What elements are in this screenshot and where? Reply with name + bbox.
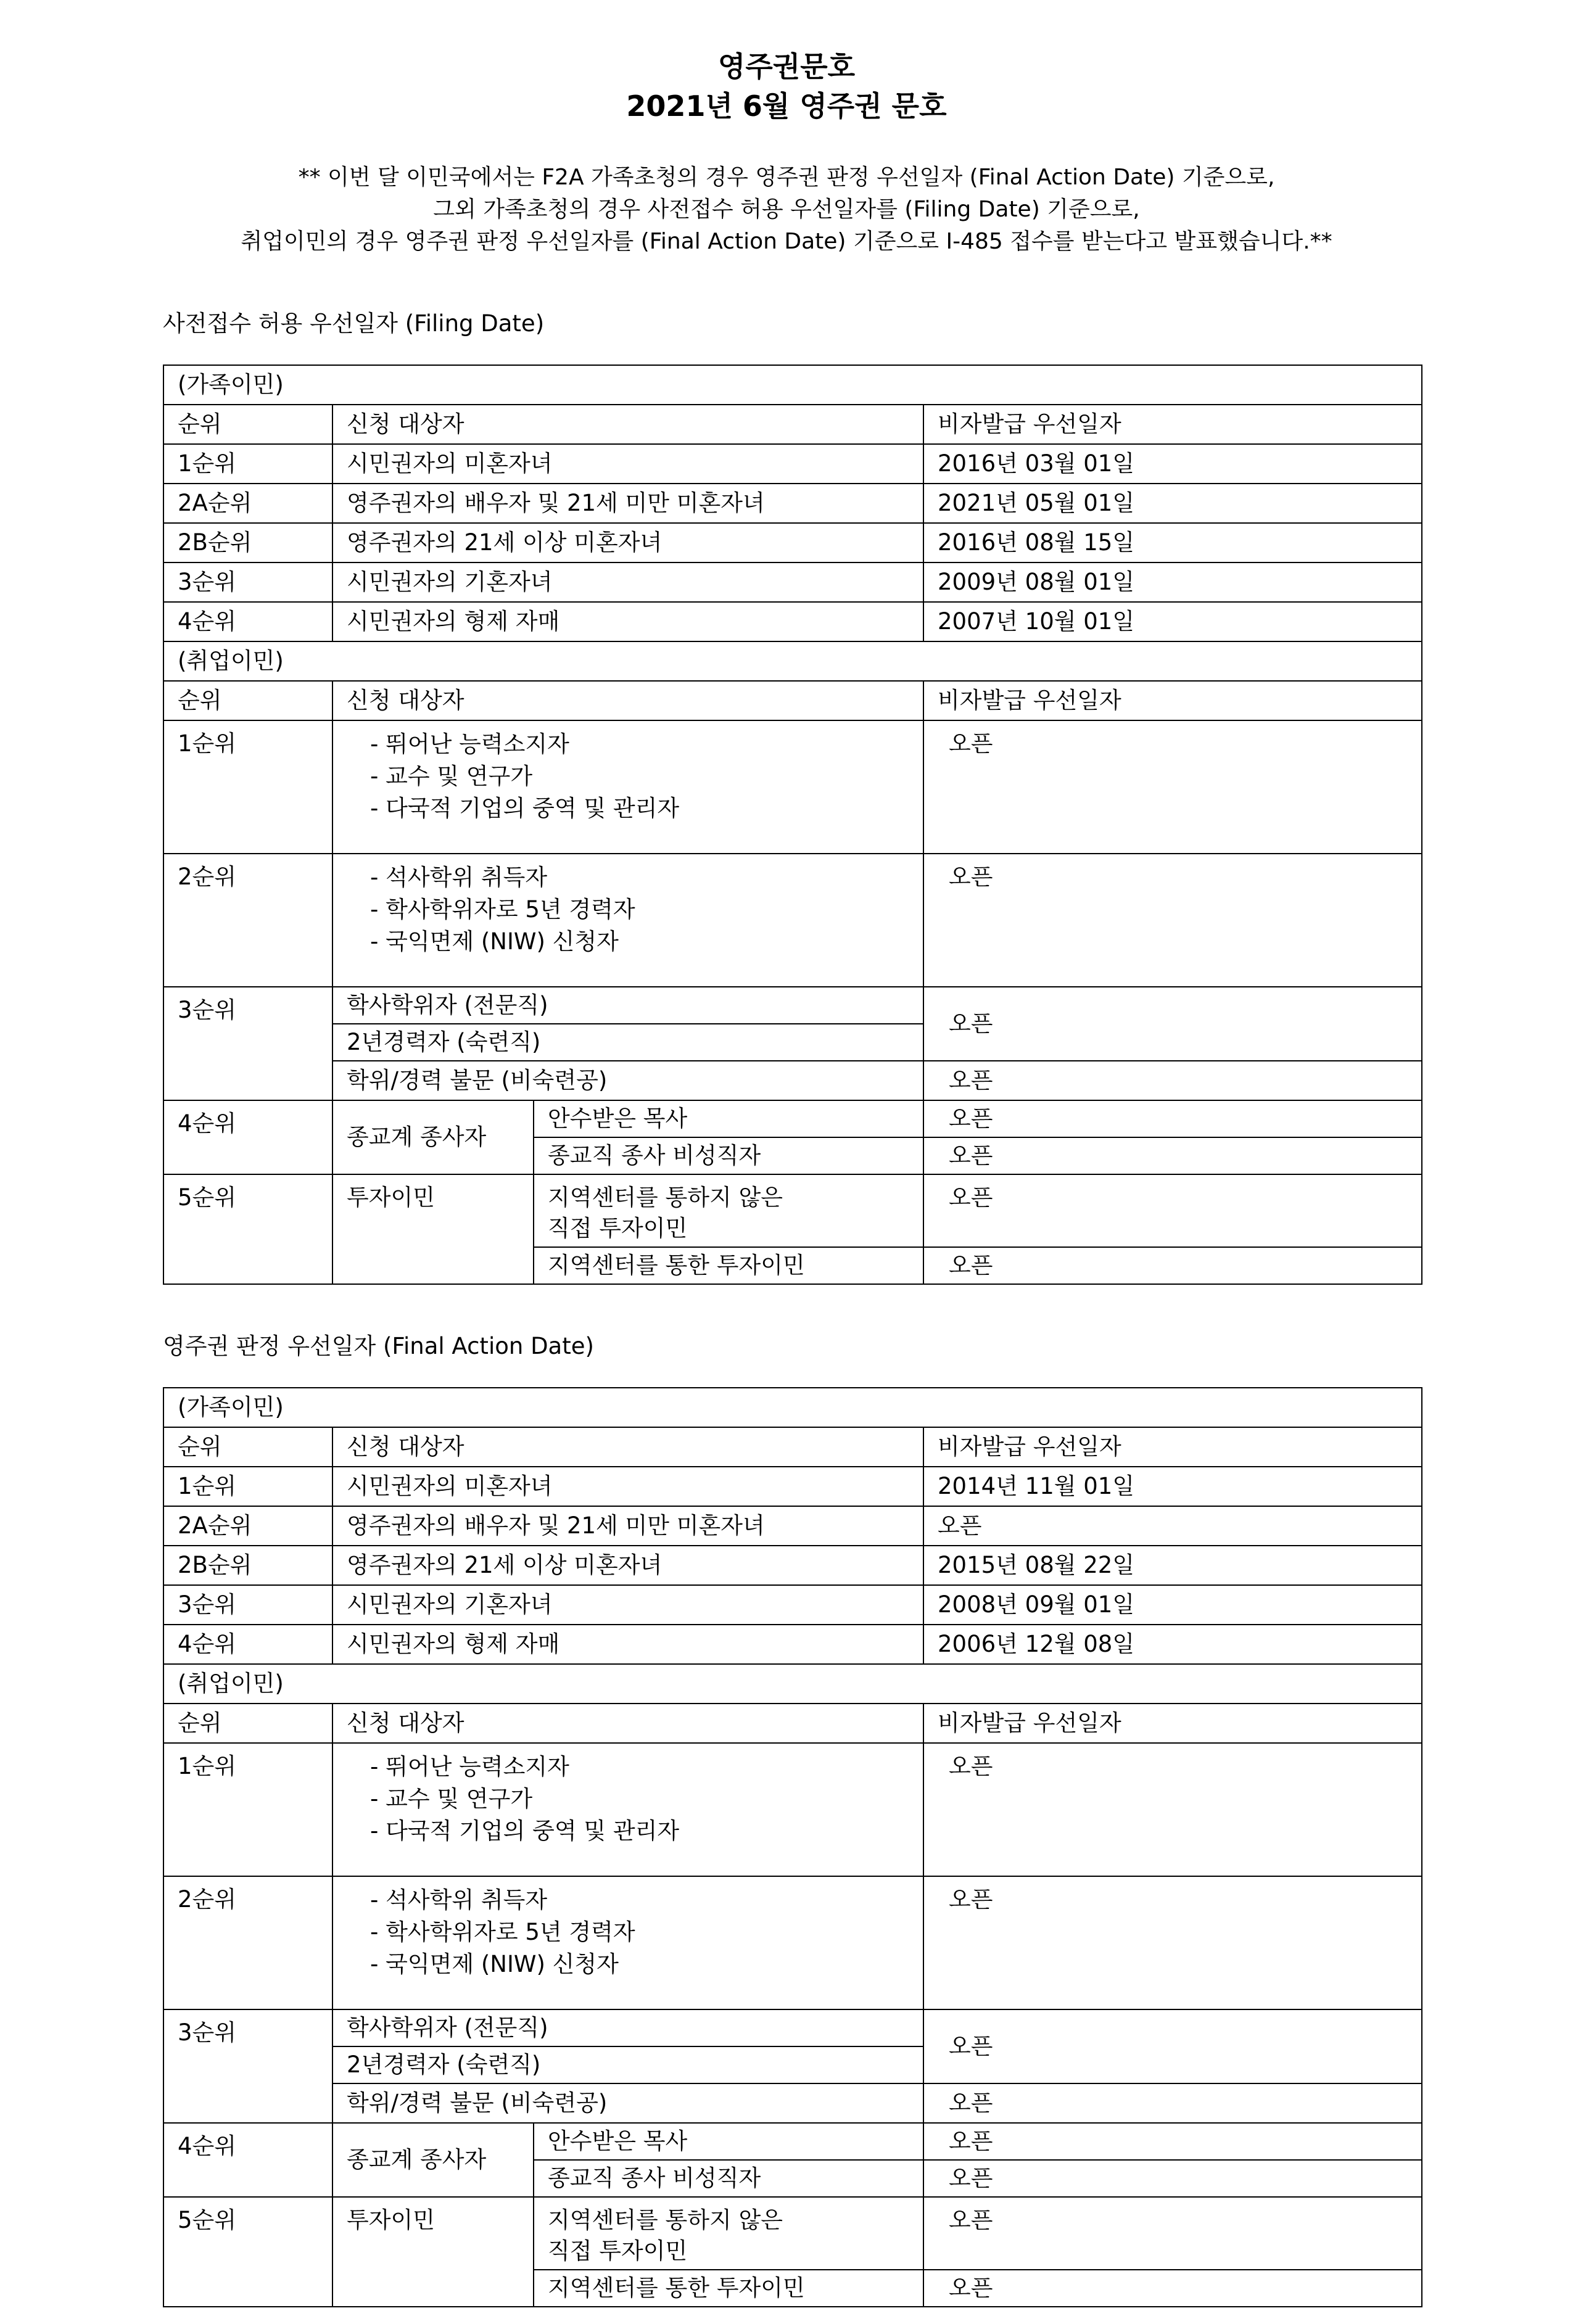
table-row	[163, 854, 1422, 987]
emp-applicant: 학위/경력 불문 (비숙련공)	[332, 1061, 923, 1100]
emp-date: 오픈	[923, 2009, 1422, 2083]
list-item: - 교수 및 연구가	[370, 760, 909, 793]
family-date: 2021년 05월 01일	[923, 484, 1422, 523]
family-applicant: 시민권자의 형제 자매	[332, 1625, 923, 1664]
table-row	[163, 1100, 1422, 1137]
list-item: - 석사학위 취득자	[370, 862, 909, 894]
filing-visa-table	[163, 365, 1422, 1285]
final-visa-table	[163, 1387, 1422, 2307]
notice-line-3: 취업이민의 경우 영주권 판정 우선일자를 (Final Action Date) 기준으로 I-485 접수를 받는다고 발표했습니다.**	[241, 229, 1332, 254]
emp-date: 오픈	[923, 1061, 1422, 1100]
emp-rank: 1순위	[163, 1743, 332, 1876]
emp-date: 오픈	[923, 1743, 1422, 1876]
family-date: 2006년 12월 08일	[923, 1625, 1422, 1664]
list-item: - 뛰어난 능력소지자	[370, 728, 909, 760]
emp-date: 오픈	[923, 2197, 1422, 2270]
applicant-line: 지역센터를 통하지 않은	[548, 2207, 783, 2233]
notice-line-2: 그외 가족초청의 경우 사전접수 허용 우선일자를 (Filing Date) 기준으로,	[433, 197, 1140, 222]
family-section-label: (가족이민)	[163, 365, 1422, 405]
family-date: 2007년 10월 01일	[923, 602, 1422, 641]
family-applicant: 영주권자의 21세 이상 미혼자녀	[332, 1546, 923, 1585]
emp-rank: 5순위	[163, 1174, 332, 1284]
applicant-line: 직접 투자이민	[548, 2238, 688, 2264]
family-rank: 1순위	[163, 444, 332, 484]
list-item: - 교수 및 연구가	[370, 1783, 909, 1815]
employment-section-label: (취업이민)	[163, 1664, 1422, 1704]
emp-date: 오픈	[923, 720, 1422, 854]
family-applicant: 시민권자의 형제 자매	[332, 602, 923, 641]
emp-applicant: 지역센터를 통한 투자이민	[534, 1247, 923, 1284]
table-row	[163, 1467, 1422, 1506]
emp-applicant-list	[332, 854, 923, 987]
table-header-row	[163, 405, 1422, 444]
table-row	[163, 444, 1422, 484]
emp-applicant: 학사학위자 (전문직)	[332, 987, 923, 1024]
emp-applicant: 2년경력자 (숙련직)	[332, 1024, 923, 1061]
table-row	[163, 720, 1422, 854]
emp-rank: 3순위	[163, 987, 332, 1100]
notice-line-1: ** 이번 달 이민국에서는 F2A 가족초청의 경우 영주권 판정 우선일자 (Final Action Date) 기준으로,	[298, 165, 1275, 190]
header-applicant: 신청 대상자	[332, 1427, 923, 1467]
family-rank: 3순위	[163, 562, 332, 602]
emp-date: 오픈	[923, 1137, 1422, 1174]
emp-rank: 2순위	[163, 854, 332, 987]
header-rank: 순위	[163, 405, 332, 444]
list-item: - 석사학위 취득자	[370, 1884, 909, 1916]
table-row	[163, 1174, 1422, 1247]
emp-applicant: 안수받은 목사	[534, 1100, 923, 1137]
family-applicant: 영주권자의 배우자 및 21세 미만 미혼자녀	[332, 1506, 923, 1546]
table-row	[163, 2083, 1422, 2123]
header-date: 비자발급 우선일자	[923, 1427, 1422, 1467]
family-section-label: (가족이민)	[163, 1388, 1422, 1427]
emp-date: 오픈	[923, 2160, 1422, 2197]
emp-applicant-list	[332, 720, 923, 854]
emp-applicant: 학위/경력 불문 (비숙련공)	[332, 2083, 923, 2123]
header-applicant: 신청 대상자	[332, 1704, 923, 1743]
table-row	[163, 987, 1422, 1024]
list-item: - 학사학위자로 5년 경력자	[370, 1916, 909, 1948]
emp-date: 오픈	[923, 1174, 1422, 1247]
table-row	[163, 1061, 1422, 1100]
emp-applicant: 안수받은 목사	[534, 2123, 923, 2160]
header-rank: 순위	[163, 681, 332, 720]
emp-date: 오픈	[923, 1100, 1422, 1137]
document-subtitle: 2021년 6월 영주권 문호	[626, 89, 947, 123]
table-header-row	[163, 1427, 1422, 1467]
emp-applicant	[534, 2197, 923, 2270]
family-applicant: 시민권자의 미혼자녀	[332, 1467, 923, 1506]
emp-rank: 5순위	[163, 2197, 332, 2307]
table-row	[163, 2123, 1422, 2160]
list-item: - 학사학위자로 5년 경력자	[370, 894, 909, 926]
section-title-filing: 사전접수 허용 우선일자 (Filing Date)	[163, 310, 545, 337]
table-row	[163, 562, 1422, 602]
family-rank: 2A순위	[163, 484, 332, 523]
emp-applicant-list	[332, 1743, 923, 1876]
table-row	[163, 1743, 1422, 1876]
header-applicant: 신청 대상자	[332, 405, 923, 444]
emp-group: 투자이민	[332, 2197, 534, 2307]
list-item: - 국익면제 (NIW) 신청자	[370, 1948, 909, 1980]
table-row	[163, 523, 1422, 562]
table-row	[163, 1546, 1422, 1585]
emp-date: 오픈	[923, 1247, 1422, 1284]
emp-rank: 1순위	[163, 720, 332, 854]
table-row	[163, 602, 1422, 641]
header-applicant: 신청 대상자	[332, 681, 923, 720]
table-row	[163, 1506, 1422, 1546]
applicant-line: 직접 투자이민	[548, 1215, 688, 1242]
header-rank: 순위	[163, 1704, 332, 1743]
emp-group: 투자이민	[332, 1174, 534, 1284]
header-rank: 순위	[163, 1427, 332, 1467]
table-header-row	[163, 681, 1422, 720]
family-date: 2016년 08월 15일	[923, 523, 1422, 562]
emp-rank: 4순위	[163, 2123, 332, 2197]
table-row	[163, 1876, 1422, 2009]
family-date: 오픈	[923, 1506, 1422, 1546]
table-row	[163, 2197, 1422, 2270]
emp-group: 종교계 종사자	[332, 2123, 534, 2197]
family-date: 2015년 08월 22일	[923, 1546, 1422, 1585]
table-row	[163, 2009, 1422, 2046]
emp-date: 오픈	[923, 987, 1422, 1061]
applicant-line: 지역센터를 통하지 않은	[548, 1184, 783, 1211]
emp-applicant: 학사학위자 (전문직)	[332, 2009, 923, 2046]
emp-applicant: 지역센터를 통한 투자이민	[534, 2270, 923, 2307]
table-row	[163, 1585, 1422, 1625]
table-row	[163, 484, 1422, 523]
header-date: 비자발급 우선일자	[923, 681, 1422, 720]
family-date: 2016년 03월 01일	[923, 444, 1422, 484]
emp-rank: 4순위	[163, 1100, 332, 1174]
emp-applicant: 종교직 종사 비성직자	[534, 2160, 923, 2197]
family-date: 2008년 09월 01일	[923, 1585, 1422, 1625]
family-rank: 4순위	[163, 602, 332, 641]
emp-applicant	[534, 1174, 923, 1247]
family-rank: 3순위	[163, 1585, 332, 1625]
family-applicant: 시민권자의 기혼자녀	[332, 1585, 923, 1625]
family-rank: 2B순위	[163, 1546, 332, 1585]
emp-date: 오픈	[923, 1876, 1422, 2009]
family-rank: 1순위	[163, 1467, 332, 1506]
emp-date: 오픈	[923, 854, 1422, 987]
emp-date: 오픈	[923, 2123, 1422, 2160]
family-date: 2014년 11월 01일	[923, 1467, 1422, 1506]
emp-date: 오픈	[923, 2083, 1422, 2123]
family-rank: 2B순위	[163, 523, 332, 562]
emp-group: 종교계 종사자	[332, 1100, 534, 1174]
employment-section-label: (취업이민)	[163, 641, 1422, 681]
list-item: - 다국적 기업의 중역 및 관리자	[370, 1815, 909, 1847]
header-date: 비자발급 우선일자	[923, 405, 1422, 444]
emp-date: 오픈	[923, 2270, 1422, 2307]
family-applicant: 영주권자의 21세 이상 미혼자녀	[332, 523, 923, 562]
emp-applicant: 2년경력자 (숙련직)	[332, 2046, 923, 2083]
family-date: 2009년 08월 01일	[923, 562, 1422, 602]
emp-applicant-list	[332, 1876, 923, 2009]
family-applicant: 시민권자의 기혼자녀	[332, 562, 923, 602]
family-applicant: 시민권자의 미혼자녀	[332, 444, 923, 484]
family-rank: 2A순위	[163, 1506, 332, 1546]
list-item: - 국익면제 (NIW) 신청자	[370, 926, 909, 958]
section-title-final: 영주권 판정 우선일자 (Final Action Date)	[163, 1333, 594, 1359]
list-item: - 뛰어난 능력소지자	[370, 1751, 909, 1783]
table-header-row	[163, 1704, 1422, 1743]
table-row	[163, 1625, 1422, 1664]
document-title: 영주권문호	[717, 50, 856, 83]
emp-rank: 2순위	[163, 1876, 332, 2009]
family-applicant: 영주권자의 배우자 및 21세 미만 미혼자녀	[332, 484, 923, 523]
emp-applicant: 종교직 종사 비성직자	[534, 1137, 923, 1174]
list-item: - 다국적 기업의 중역 및 관리자	[370, 793, 909, 825]
header-date: 비자발급 우선일자	[923, 1704, 1422, 1743]
family-rank: 4순위	[163, 1625, 332, 1664]
emp-rank: 3순위	[163, 2009, 332, 2123]
